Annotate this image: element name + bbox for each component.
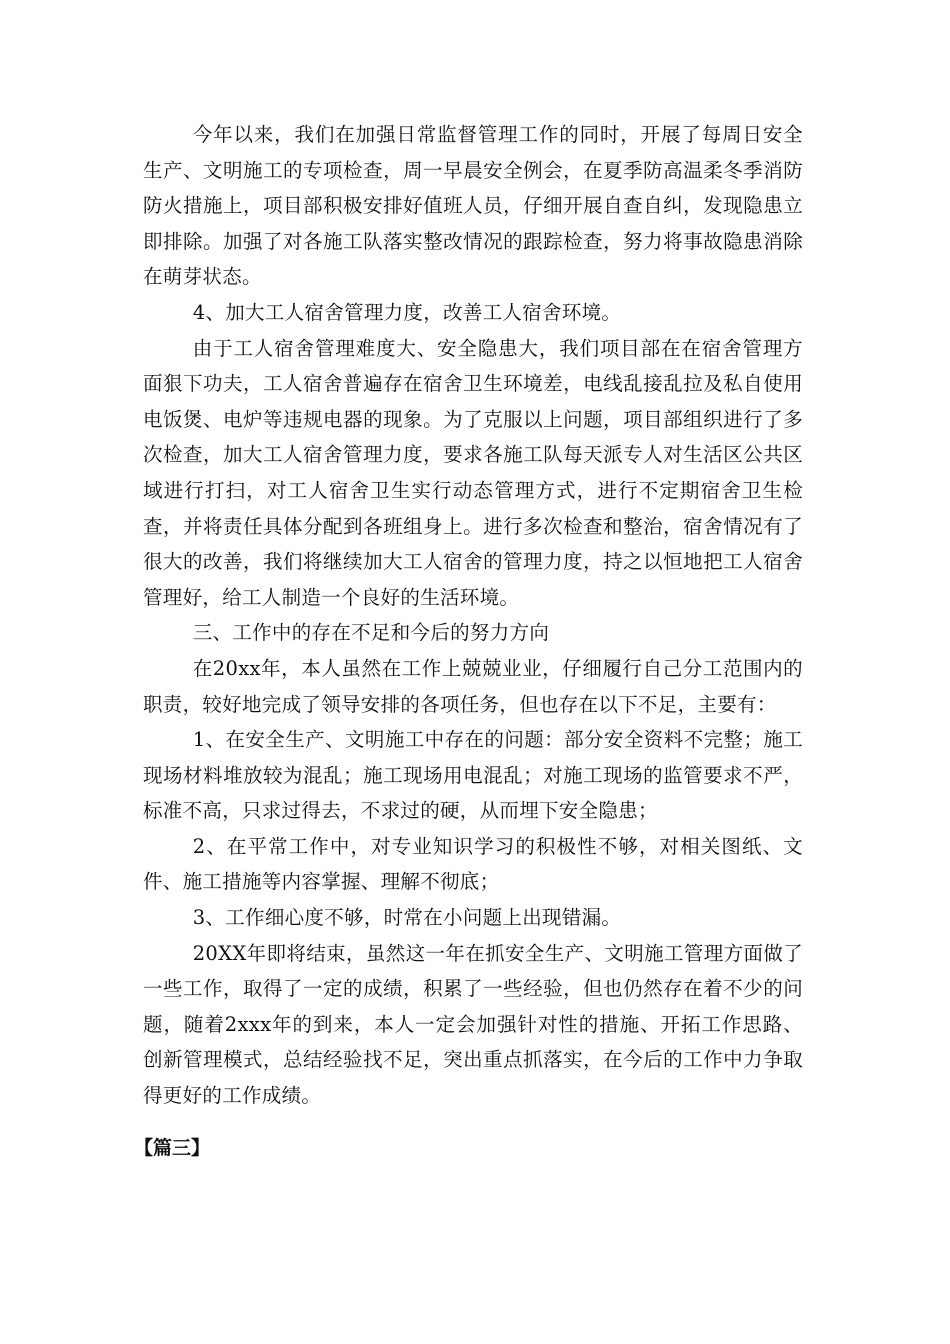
paragraph-dormitory-heading: 4、加大工人宿舍管理力度，改善工人宿舍环境。 — [192, 300, 622, 324]
paragraph-issue-1: 1、在安全生产、文明施工中存在的问题：部分安全资料不完整；施工现场材料堆放较为混乱；施工现场用电混乱；对施工现场的监管要求不严，标准不高，只求过得去，不求过的硬，从而埋下安全隐患； — [143, 728, 803, 823]
paragraph-inspection: 今年以来，我们在加强日常监督管理工作的同时，开展了每周日安全生产、文明施工的专项检查，周一早晨安全例会，在夏季防高温柔冬季消防防火措施上，项目部积极安排好值班人员，仔细开展自查自纠，发现隐患立即排除。加强了对各施工队落实整改情况的跟踪检查，努力将事故隐患消除在萌芽状态。 — [143, 123, 803, 289]
document-body — [143, 117, 803, 1114]
paragraph-shortcomings-heading: 三、工作中的存在不足和今后的努力方向 — [192, 621, 550, 645]
paragraph-self-review: 在20xx年，本人虽然在工作上兢兢业业，仔细履行自己分工范围内的职责，较好地完成了领导安排的各项任务，但也存在以下不足，主要有： — [143, 656, 803, 716]
section-heading: 【篇三】 — [134, 1137, 211, 1159]
paragraph-issue-2: 2、在平常工作中，对专业知识学习的积极性不够，对相关图纸、文件、施工措施等内容掌握、理解不彻底； — [143, 834, 803, 894]
paragraph-dormitory-management: 由于工人宿舍管理难度大、安全隐患大，我们项目部在在宿舍管理方面狠下功夫，工人宿舍普遍存在宿舍卫生环境差，电线乱接乱拉及私自使用电饭煲、电炉等违规电器的现象。为了克服以上问题，项目部组织进行了多次检查，加大工人宿舍管理力度，要求各施工队每天派专人对生活区公共区域进行打扫，对工人宿舍卫生实行动态管理方式，进行不定期宿舍卫生检查，并将责任具体分配到各班组身上。进行多次检查和整治，宿舍情况有了很大的改善，我们将继续加大工人宿舍的管理力度，持之以恒地把工人宿舍管理好，给工人制造一个良好的生活环境。 — [143, 336, 803, 609]
paragraph-issue-3: 3、工作细心度不够，时常在小问题上出现错漏。 — [192, 906, 622, 930]
paragraph-conclusion: 20XX年即将结束，虽然这一年在抓安全生产、文明施工管理方面做了一些工作，取得了一定的成绩，积累了一些经验，但也仍然存在着不少的问题，随着2xxx年的到来，本人一定会加强针对性的措施、开拓工作思路、创新管理模式，总结经验找不足，突出重点抓落实，在今后的工作中力争取得更好的工作成绩。 — [143, 941, 803, 1108]
